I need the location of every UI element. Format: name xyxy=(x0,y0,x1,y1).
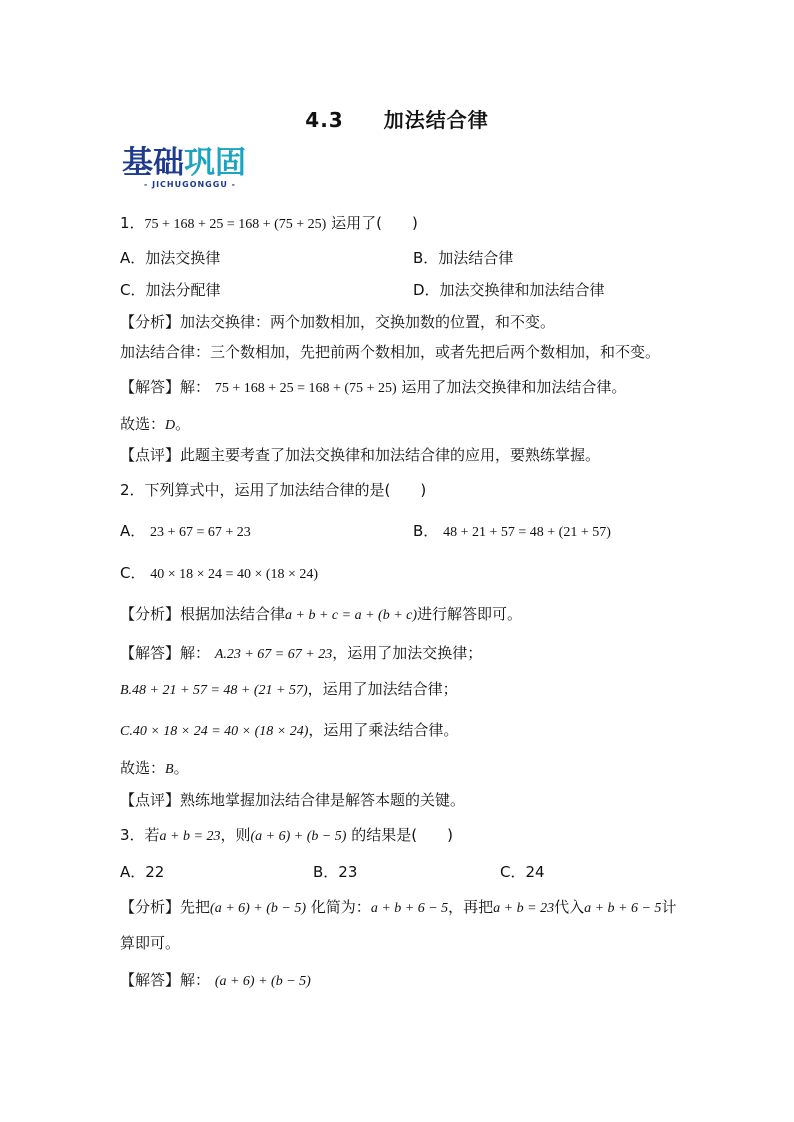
q1-option-d: D．加法交换律和加法结合律 xyxy=(413,281,605,299)
q1-option-a: A．加法交换律 xyxy=(120,249,221,267)
q1-stem: 1．75 + 168 + 25 = 168 + (75 + 25) 运用了( ) xyxy=(120,214,418,232)
q2-answer: 【解答】解： A.23 + 67 = 67 + 23，运用了加法交换律； xyxy=(120,644,483,662)
q2-choice: 故选：B。 xyxy=(120,759,189,777)
logo-subtitle: - JICHUGONGGU - xyxy=(144,180,236,189)
q1-analysis: 【分析】加法交换律：两个加数相加，交换加数的位置，和不变。 xyxy=(120,313,556,331)
q1-expression: 75 + 168 + 25 = 168 + (75 + 25) xyxy=(144,217,327,232)
q2-option-a: A． 23 + 67 = 67 + 23 xyxy=(120,522,251,540)
q1-choice: 故选：D。 xyxy=(120,415,191,433)
section-number: 4.3 xyxy=(305,108,344,132)
q2-answer-line-c: C.40 × 18 × 24 = 40 × (18 × 24)，运用了乘法结合律。 xyxy=(120,721,459,739)
q2-option-b: B． 48 + 21 + 57 = 48 + (21 + 57) xyxy=(413,522,611,540)
q1-analysis-line2: 加法结合律：三个数相加，先把前两个数相加，或者先把后两个数相加，和不变。 xyxy=(120,343,661,361)
section-title: 加法结合律 xyxy=(383,108,489,132)
q1-answer: 【解答】解： 75 + 168 + 25 = 168 + (75 + 25) 运用了加法交换律和加法结合律。 xyxy=(120,378,627,396)
q3-stem: 3．若a + b = 23，则(a + 6) + (b − 5) 的结果是( ) xyxy=(120,826,453,844)
q3-answer: 【解答】解： (a + 6) + (b − 5) xyxy=(120,971,311,989)
q3-option-c: C．24 xyxy=(500,863,545,881)
q1-option-b: B．加法结合律 xyxy=(413,249,514,267)
q2-answer-line-b: B.48 + 21 + 57 = 48 + (21 + 57)，运用了加法结合律； xyxy=(120,680,458,698)
q2-option-c: C． 40 × 18 × 24 = 40 × (18 × 24) xyxy=(120,564,319,582)
logo-text-a: 基础 xyxy=(122,145,184,181)
q3-analysis-line2: 算即可。 xyxy=(120,934,181,952)
q3-option-b: B．23 xyxy=(313,863,358,881)
q2-comment: 【点评】熟练地掌握加法结合律是解答本题的关键。 xyxy=(120,791,466,809)
q2-stem: 2．下列算式中，运用了加法结合律的是( ) xyxy=(120,481,427,499)
q3-analysis: 【分析】先把(a + 6) + (b − 5) 化简为：a + b + 6 − 5，再把a + b = 23代入a + b + 6 − 5计 xyxy=(120,898,677,916)
logo-text-b: 巩固 xyxy=(184,145,246,181)
q3-option-a: A．22 xyxy=(120,863,165,881)
q1-comment: 【点评】此题主要考查了加法交换律和加法结合律的应用，要熟练掌握。 xyxy=(120,446,601,464)
q2-analysis: 【分析】根据加法结合律a + b + c = a + (b + c)进行解答即可。 xyxy=(120,605,523,623)
page-title xyxy=(0,104,794,133)
q1-option-c: C．加法分配律 xyxy=(120,281,221,299)
section-logo xyxy=(122,145,267,193)
